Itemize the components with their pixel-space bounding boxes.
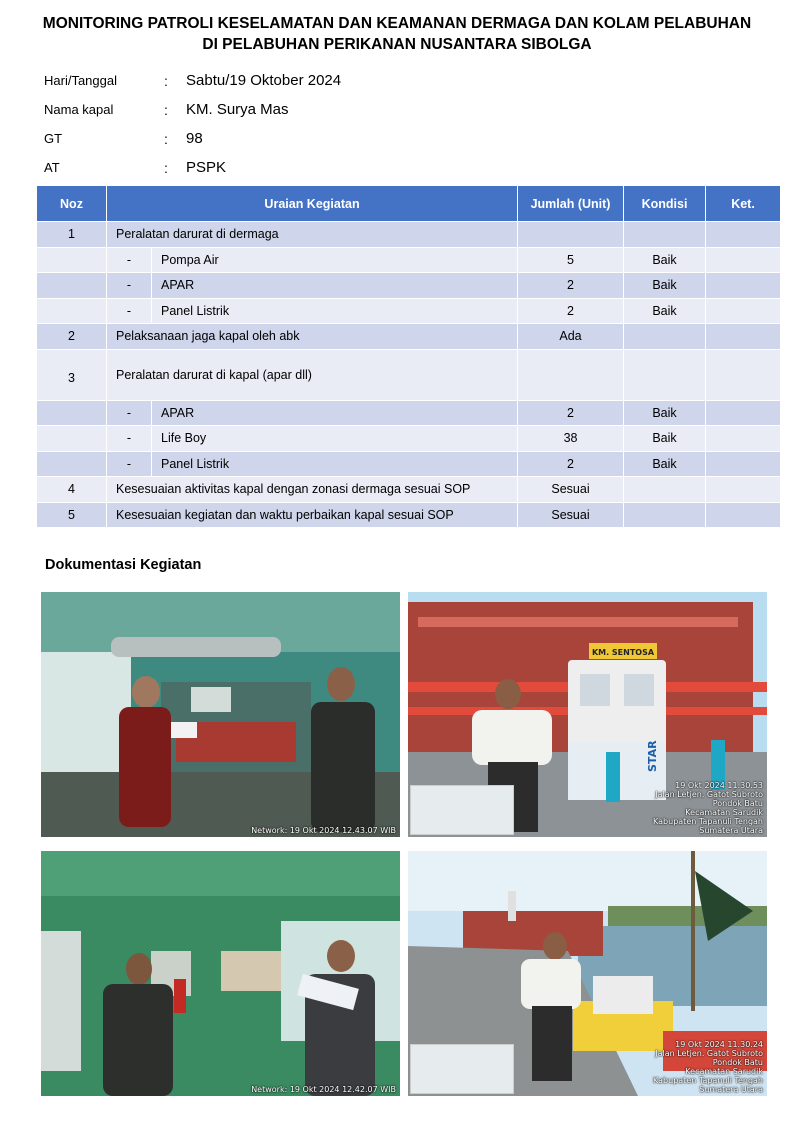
cell-dash: - <box>107 400 152 426</box>
cell-no: 3 <box>37 349 107 400</box>
cell-dash: - <box>107 273 152 299</box>
cell-jumlah: 2 <box>518 298 624 324</box>
cell-item: APAR <box>152 400 518 426</box>
meta-colon: : <box>164 101 168 118</box>
cell-ket <box>706 400 781 426</box>
stamp-line: Jalan Letjen. Gatot Subroto <box>655 790 763 799</box>
photo-engine-room <box>41 592 400 837</box>
cell-jumlah: 38 <box>518 426 624 452</box>
meta-colon: : <box>164 130 168 147</box>
table-row <box>37 247 781 273</box>
meta-row-date <box>44 66 341 95</box>
photo-timestamp <box>251 826 396 835</box>
location-map-thumbnail <box>410 1044 514 1094</box>
cell-item: Peralatan darurat di kapal (apar dll) <box>107 349 518 400</box>
cell-ket <box>706 273 781 299</box>
table-row <box>37 349 781 400</box>
cell-no <box>37 451 107 477</box>
table-row <box>37 477 781 503</box>
cell-ket <box>706 324 781 350</box>
meta-colon: : <box>164 159 168 176</box>
electrical-panel-illustration <box>41 851 400 1096</box>
cell-no <box>37 298 107 324</box>
cell-kondisi <box>624 502 706 528</box>
cell-no <box>37 247 107 273</box>
table-row <box>37 222 781 248</box>
cell-item: Life Boy <box>152 426 518 452</box>
cell-jumlah: 2 <box>518 273 624 299</box>
stamp-line: Jalan Letjen. Gatot Subroto <box>655 1049 763 1058</box>
cell-no: 2 <box>37 324 107 350</box>
document-title <box>0 13 794 55</box>
cell-no <box>37 400 107 426</box>
pump-brand-text: STAR <box>646 740 659 772</box>
cell-kondisi <box>624 349 706 400</box>
photo-electrical-panel <box>41 851 400 1096</box>
cell-kondisi: Baik <box>624 298 706 324</box>
header-uraian: Uraian Kegiatan <box>107 186 518 222</box>
photo-timestamp <box>653 1040 763 1094</box>
meta-label: GT <box>44 131 63 146</box>
cell-ket <box>706 426 781 452</box>
cell-dash: - <box>107 247 152 273</box>
cell-jumlah: Sesuai <box>518 502 624 528</box>
meta-value: Sabtu/19 Oktober 2024 <box>186 72 342 89</box>
meta-value: 98 <box>186 130 203 147</box>
stamp-line: 19 Okt 2024 11.30.24 <box>675 1040 763 1049</box>
table-row <box>37 502 781 528</box>
stamp-line: Network: 19 Okt 2024 12.43.07 WIB <box>251 826 396 835</box>
stamp-line: Kabupaten Tapanuli Tengah <box>653 1076 763 1085</box>
table-row <box>37 426 781 452</box>
stamp-line: Sumatera Utara <box>699 826 763 835</box>
cell-kondisi <box>624 222 706 248</box>
meta-info <box>44 66 341 182</box>
engine-room-illustration <box>41 592 400 837</box>
cell-item: Peralatan darurat di dermaga <box>107 222 518 248</box>
cell-no: 1 <box>37 222 107 248</box>
meta-label: AT <box>44 160 60 175</box>
photo-timestamp <box>251 1085 396 1094</box>
cell-jumlah: 2 <box>518 400 624 426</box>
cell-kondisi: Baik <box>624 247 706 273</box>
stamp-line: Pondok Batu <box>712 799 763 808</box>
cell-item: Kesesuaian kegiatan dan waktu perbaikan kapal sesuai SOP <box>107 502 518 528</box>
cell-no: 4 <box>37 477 107 503</box>
cell-item: Kesesuaian aktivitas kapal dengan zonasi dermaga sesuai SOP <box>107 477 518 503</box>
meta-row-at <box>44 153 341 182</box>
title-line-1: MONITORING PATROLI KESELAMATAN DAN KEAMANAN DERMAGA DAN KOLAM PELABUHAN <box>42 15 752 32</box>
cell-kondisi <box>624 477 706 503</box>
cell-no <box>37 273 107 299</box>
cell-ket <box>706 298 781 324</box>
cell-dash: - <box>107 426 152 452</box>
stamp-line: 19 Okt 2024 11.30.53 <box>675 781 763 790</box>
meta-colon: : <box>164 72 168 89</box>
meta-row-ship-name <box>44 95 341 124</box>
cell-item: Panel Listrik <box>152 298 518 324</box>
cell-dash: - <box>107 298 152 324</box>
stamp-line: Sumatera Utara <box>699 1085 763 1094</box>
table-row <box>37 273 781 299</box>
cell-ket <box>706 451 781 477</box>
header-no: Noz <box>37 186 107 222</box>
meta-label: Nama kapal <box>44 102 114 117</box>
cell-no <box>37 426 107 452</box>
cell-item: Panel Listrik <box>152 451 518 477</box>
meta-row-gt <box>44 124 341 153</box>
table-row <box>37 400 781 426</box>
stamp-line: Pondok Batu <box>712 1058 763 1067</box>
table-row <box>37 324 781 350</box>
cell-jumlah: Sesuai <box>518 477 624 503</box>
cell-dash: - <box>107 451 152 477</box>
cell-item: Pompa Air <box>152 247 518 273</box>
meta-value: PSPK <box>186 159 227 176</box>
title-line-2: DI PELABUHAN PERIKANAN NUSANTARA SIBOLGA <box>202 36 592 53</box>
cell-kondisi: Baik <box>624 400 706 426</box>
header-kondisi: Kondisi <box>624 186 706 222</box>
cell-jumlah: 2 <box>518 451 624 477</box>
table-row <box>37 451 781 477</box>
meta-label: Hari/Tanggal <box>44 73 117 88</box>
cell-jumlah: 5 <box>518 247 624 273</box>
stamp-line: Kabupaten Tapanuli Tengah <box>653 817 763 826</box>
cell-ket <box>706 477 781 503</box>
header-jumlah: Jumlah (Unit) <box>518 186 624 222</box>
cell-item: Pelaksanaan jaga kapal oleh abk <box>107 324 518 350</box>
stamp-line: Kecamatan Sarudik <box>685 1067 763 1076</box>
table-row <box>37 298 781 324</box>
cell-jumlah: Ada <box>518 324 624 350</box>
photo-dock-patrol <box>408 851 767 1096</box>
photo-fuel-pump <box>408 592 767 837</box>
cell-jumlah <box>518 222 624 248</box>
meta-value: KM. Surya Mas <box>186 101 289 118</box>
pump-sign-text: KM. SENTOSA <box>591 648 655 657</box>
monitoring-table <box>36 185 781 528</box>
cell-kondisi <box>624 324 706 350</box>
cell-ket <box>706 502 781 528</box>
cell-no: 5 <box>37 502 107 528</box>
documentation-heading: Dokumentasi Kegiatan <box>45 557 202 573</box>
header-ket: Ket. <box>706 186 781 222</box>
photo-timestamp <box>653 781 763 835</box>
cell-ket <box>706 247 781 273</box>
location-map-thumbnail <box>410 785 514 835</box>
cell-kondisi: Baik <box>624 273 706 299</box>
cell-kondisi: Baik <box>624 451 706 477</box>
stamp-line: Kecamatan Sarudik <box>685 808 763 817</box>
cell-item: APAR <box>152 273 518 299</box>
table-header-row <box>37 186 781 222</box>
cell-jumlah <box>518 349 624 400</box>
stamp-line: Network: 19 Okt 2024 12.42.07 WIB <box>251 1085 396 1094</box>
cell-ket <box>706 349 781 400</box>
cell-ket <box>706 222 781 248</box>
cell-kondisi: Baik <box>624 426 706 452</box>
